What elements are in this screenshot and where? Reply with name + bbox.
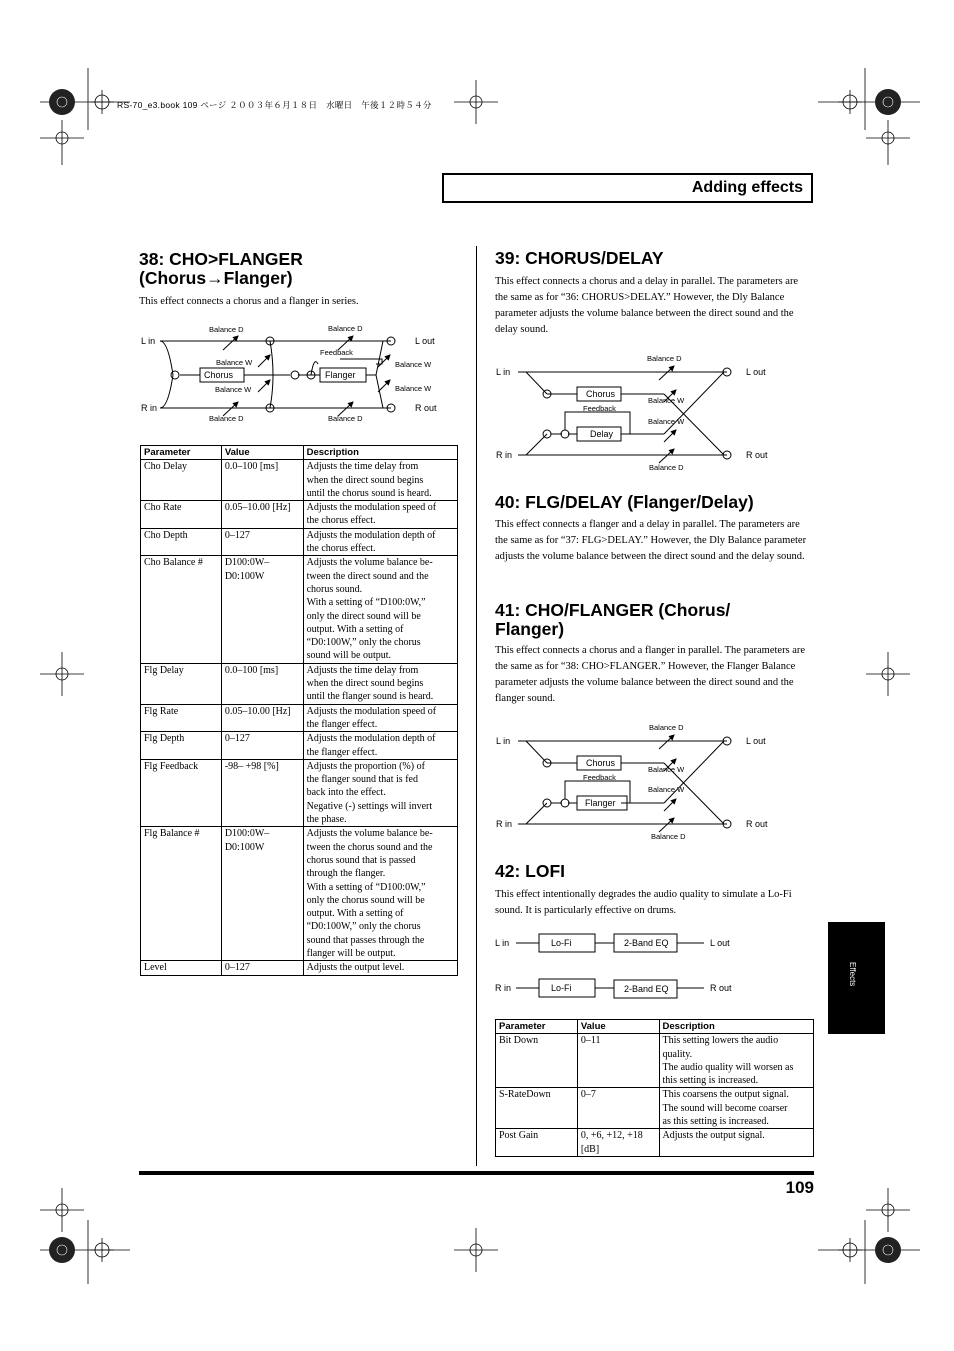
s38-diagram-balance-d2: Balance D bbox=[328, 324, 363, 333]
s41-diagram-l-in: L in bbox=[496, 736, 511, 746]
table-cell: 0.0–100 [ms] bbox=[221, 460, 303, 501]
table-header: Value bbox=[221, 446, 303, 460]
s42-diagram-r-in: R in bbox=[495, 983, 512, 993]
s39-diagram-delay: Delay bbox=[590, 429, 614, 439]
table-cell: 0–127 bbox=[221, 528, 303, 556]
table-cell: Cho Depth bbox=[141, 528, 222, 556]
table-row bbox=[141, 704, 458, 732]
table-cell: Adjusts the modulation depth of the chorus effect. bbox=[303, 528, 457, 556]
s41-diagram-r-out: R out bbox=[746, 819, 768, 829]
table-cell: Flg Rate bbox=[141, 704, 222, 732]
s42-diagram-eq-l: 2-Band EQ bbox=[624, 938, 669, 948]
s39-diagram-feedback: Feedback bbox=[583, 404, 616, 413]
table-cell: This setting lowers the audio quality. The audio quality will worsen as this setting is increased. bbox=[659, 1034, 813, 1088]
s42-description: This effect intentionally degrades the audio quality to simulate a Lo-Fi sound. It is particularly effective on drums. bbox=[495, 889, 792, 916]
s39-diagram-balance-w1: Balance W bbox=[648, 396, 685, 405]
s39-description: This effect connects a chorus and a delay in parallel. The parameters are the same as for “36: CHORUS>DELAY.” However, the Dly Balance parameter adjusts the volume balance between the direct sound and the delay sound. bbox=[495, 276, 799, 335]
s38-diagram-balance-d1: Balance D bbox=[209, 325, 244, 334]
table-cell: 0.0–100 [ms] bbox=[221, 663, 303, 704]
s41-description: This effect connects a chorus and a flanger in parallel. The parameters are the same as for “38: CHO>FLANGER.” However, the Flanger Balance parameter adjusts the volume balance between the direct sound and the flanger sound. bbox=[495, 645, 806, 704]
effects-side-tab-label: Effects bbox=[848, 962, 857, 987]
s38-parameter-table bbox=[140, 445, 458, 976]
s38-title-line2: (Chorus→Flanger) bbox=[139, 268, 293, 288]
s40-title: 40: FLG/DELAY (Flanger/Delay) bbox=[495, 492, 754, 512]
table-cell: Adjusts the time delay from when the direct sound begins until the flanger sound is heard. bbox=[303, 663, 457, 704]
table-row bbox=[496, 1034, 814, 1088]
table-cell: Flg Feedback bbox=[141, 759, 222, 826]
s38-diagram-balance-d3: Balance D bbox=[209, 414, 244, 423]
s38-diagram-balance-w2: Balance W bbox=[215, 385, 252, 394]
s38-diagram-balance-w1: Balance W bbox=[216, 358, 253, 367]
table-cell: Adjusts the volume balance be- tween the chorus sound and the chorus sound that is passed through the flanger. With a setting of “D100:0W,” only the chorus sound will be output. With a setting of “D0:100W,” only the chorus sound that passes through the flanger will be output. bbox=[303, 827, 457, 961]
table-cell: Cho Balance # bbox=[141, 556, 222, 663]
table-cell: Adjusts the volume balance be- tween the direct sound and the chorus sound. With a setting of “D100:0W,” only the direct sound will be output. With a setting of “D0:100W,” only the chorus sound will be output. bbox=[303, 556, 457, 663]
s41-title-line1: 41: CHO/FLANGER (Chorus/ bbox=[495, 600, 731, 620]
table-row bbox=[141, 759, 458, 826]
table-header: Description bbox=[303, 446, 457, 460]
s38-diagram-r-out: R out bbox=[415, 403, 437, 413]
table-row bbox=[496, 1088, 814, 1129]
table-cell: 0–7 bbox=[577, 1088, 659, 1129]
table-cell: Adjusts the modulation speed of the chorus effect. bbox=[303, 501, 457, 529]
s39-title: 39: CHORUS/DELAY bbox=[495, 248, 664, 268]
crop-header-text: RS-70_e3.book 109 ページ ２００３年６月１８日 水曜日 午後１２時５４分 bbox=[117, 100, 432, 110]
s40-description: This effect connects a flanger and a delay in parallel. The parameters are the same as for “37: FLG>DELAY.” However, the Dly Balance parameter adjusts the volume balance between the direct sound and the delay sound. bbox=[495, 519, 807, 562]
table-header: Parameter bbox=[496, 1020, 578, 1034]
effects-side-tab bbox=[828, 922, 885, 1034]
s39-diagram-balance-w2: Balance W bbox=[648, 417, 685, 426]
s38-diagram-l-out: L out bbox=[415, 336, 435, 346]
s41-diagram-balance-w2: Balance W bbox=[648, 785, 685, 794]
s41-title-line2: Flanger) bbox=[495, 619, 565, 639]
s42-diagram-r-out: R out bbox=[710, 983, 732, 993]
s39-diagram-r-in: R in bbox=[496, 450, 513, 460]
table-cell: Adjusts the modulation speed of the flanger effect. bbox=[303, 704, 457, 732]
table-cell: D100:0W– D0:100W bbox=[221, 827, 303, 961]
table-row bbox=[141, 732, 458, 760]
s39-diagram-l-out: L out bbox=[746, 367, 766, 377]
table-cell: Flg Depth bbox=[141, 732, 222, 760]
footer-rule bbox=[139, 1171, 814, 1175]
s41-diagram-balance-d1: Balance D bbox=[649, 723, 684, 732]
s38-diagram bbox=[138, 320, 458, 425]
table-cell: Cho Delay bbox=[141, 460, 222, 501]
table-cell: 0, +6, +12, +18 [dB] bbox=[577, 1129, 659, 1157]
s39-diagram-balance-d2: Balance D bbox=[649, 463, 684, 472]
s42-diagram bbox=[494, 928, 814, 1003]
table-cell: 0.05–10.00 [Hz] bbox=[221, 704, 303, 732]
s38-diagram-balance-w4: Balance W bbox=[395, 384, 432, 393]
s42-diagram-lofi-l: Lo-Fi bbox=[551, 938, 572, 948]
table-header: Parameter bbox=[141, 446, 222, 460]
s38-diagram-chorus: Chorus bbox=[204, 370, 234, 380]
s41-diagram-balance-d2: Balance D bbox=[651, 832, 686, 841]
table-cell: Post Gain bbox=[496, 1129, 578, 1157]
table-row bbox=[141, 528, 458, 556]
table-row bbox=[141, 501, 458, 529]
table-cell: 0–127 bbox=[221, 732, 303, 760]
table-row bbox=[496, 1129, 814, 1157]
s42-diagram-eq-r: 2-Band EQ bbox=[624, 984, 669, 994]
s41-diagram-l-out: L out bbox=[746, 736, 766, 746]
s42-diagram-l-out: L out bbox=[710, 938, 730, 948]
table-header: Value bbox=[577, 1020, 659, 1034]
s38-diagram-flanger: Flanger bbox=[325, 370, 356, 380]
s38-diagram-balance-d4: Balance D bbox=[328, 414, 363, 423]
s38-diagram-r-in: R in bbox=[141, 403, 158, 413]
table-header: Description bbox=[659, 1020, 813, 1034]
s41-diagram-chorus: Chorus bbox=[586, 758, 616, 768]
s38-title-line1: 38: CHO>FLANGER bbox=[139, 249, 303, 269]
s38-diagram-balance-w3: Balance W bbox=[395, 360, 432, 369]
s42-parameter-table bbox=[495, 1019, 814, 1157]
s41-diagram-feedback: Feedback bbox=[583, 773, 616, 782]
table-cell: D100:0W– D0:100W bbox=[221, 556, 303, 663]
table-cell: Adjusts the output level. bbox=[303, 961, 457, 975]
s38-diagram-feedback: Feedback bbox=[320, 348, 353, 357]
table-cell: Adjusts the modulation depth of the flanger effect. bbox=[303, 732, 457, 760]
s41-diagram-flanger: Flanger bbox=[585, 798, 616, 808]
s39-diagram-balance-d1: Balance D bbox=[647, 354, 682, 363]
s39-diagram-r-out: R out bbox=[746, 450, 768, 460]
s42-diagram-lofi-r: Lo-Fi bbox=[551, 983, 572, 993]
table-row bbox=[141, 663, 458, 704]
table-cell: Bit Down bbox=[496, 1034, 578, 1088]
table-cell: Flg Balance # bbox=[141, 827, 222, 961]
table-cell: Adjusts the time delay from when the direct sound begins until the chorus sound is heard. bbox=[303, 460, 457, 501]
table-cell: This coarsens the output signal. The sound will become coarser as this setting is increased. bbox=[659, 1088, 813, 1129]
table-cell: 0–11 bbox=[577, 1034, 659, 1088]
section-header-title: Adding effects bbox=[691, 179, 803, 196]
table-cell: 0.05–10.00 [Hz] bbox=[221, 501, 303, 529]
table-cell: S-RateDown bbox=[496, 1088, 578, 1129]
s38-diagram-l-in: L in bbox=[141, 336, 156, 346]
table-cell: 0–127 bbox=[221, 961, 303, 975]
s42-title: 42: LOFI bbox=[495, 861, 566, 881]
page-number: 109 bbox=[785, 1178, 814, 1197]
s41-diagram bbox=[494, 719, 814, 844]
table-cell: Flg Delay bbox=[141, 663, 222, 704]
s39-diagram-l-in: L in bbox=[496, 367, 511, 377]
table-cell: Cho Rate bbox=[141, 501, 222, 529]
table-row bbox=[141, 827, 458, 961]
table-row bbox=[141, 961, 458, 975]
table-row bbox=[141, 460, 458, 501]
table-cell: -98– +98 [%] bbox=[221, 759, 303, 826]
s42-diagram-l-in: L in bbox=[495, 938, 510, 948]
table-cell: Adjusts the proportion (%) of the flanger sound that is fed back into the effect. Negative (-) settings will invert the phase. bbox=[303, 759, 457, 826]
s41-diagram-balance-w1: Balance W bbox=[648, 765, 685, 774]
table-cell: Level bbox=[141, 961, 222, 975]
s39-diagram-chorus: Chorus bbox=[586, 389, 616, 399]
table-row bbox=[141, 556, 458, 663]
s39-diagram bbox=[494, 350, 814, 475]
section-header-box bbox=[442, 173, 813, 203]
s38-description: This effect connects a chorus and a flanger in series. bbox=[139, 296, 359, 307]
table-cell: Adjusts the output signal. bbox=[659, 1129, 813, 1157]
s41-diagram-r-in: R in bbox=[496, 819, 513, 829]
column-divider bbox=[476, 246, 477, 1166]
